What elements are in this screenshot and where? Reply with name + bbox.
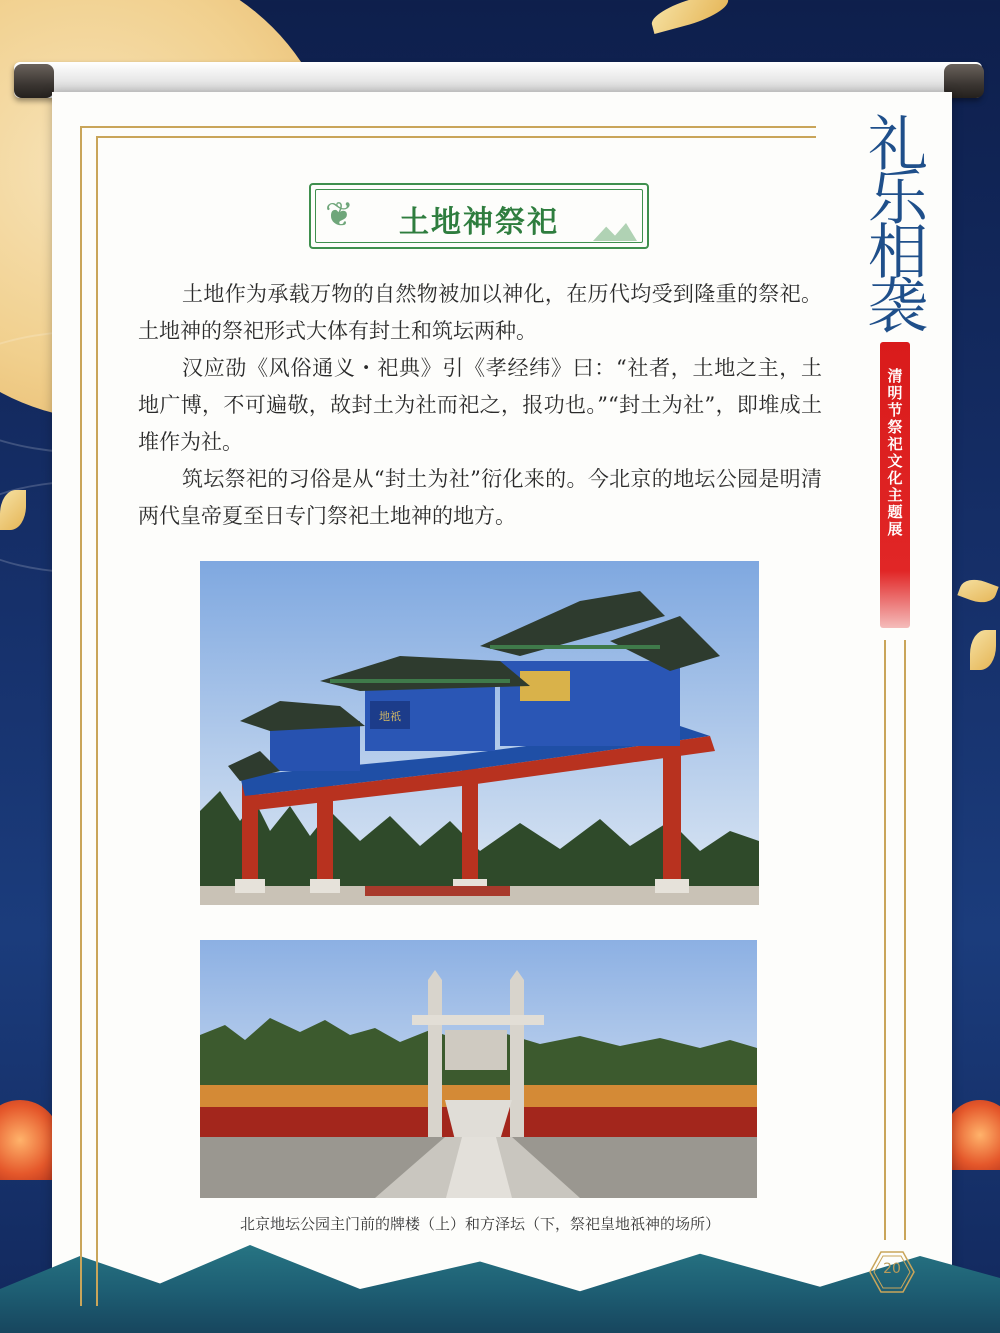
frame-line: [80, 126, 816, 128]
photo-fangze-altar: [200, 940, 757, 1198]
page-number: 20: [883, 1261, 901, 1277]
paragraph-3: 筑坛祭祀的习俗是从“封土为社”衍化来的。今北京的地坛公园是明清两代皇帝夏至日专门祭祀土地神的地方。: [138, 467, 822, 528]
ribbon-char: 文: [887, 452, 903, 470]
side-title-char: 袭: [868, 272, 928, 342]
frame-line: [96, 136, 98, 1306]
frame-line: [884, 640, 886, 1240]
ribbon-char: 清: [887, 367, 903, 385]
ribbon-char: 祭: [887, 418, 903, 436]
petal-decoration: [970, 630, 996, 670]
ribbon-char: 主: [887, 486, 903, 504]
ribbon-char: 明: [887, 384, 903, 402]
ribbon-char: 祀: [887, 435, 903, 453]
section-title: 土地神祭祀: [399, 205, 559, 240]
paragraph-1: 土地作为承载万物的自然物被加以神化，在历代均受到隆重的祭祀。土地神的祭祀形式大体有封土和筑坛两种。: [138, 282, 822, 343]
side-title-char: 乐: [868, 164, 928, 234]
page-number-badge: [869, 1249, 915, 1295]
hills-icon: [593, 223, 637, 241]
frame-line: [904, 640, 906, 1240]
paifang-plaque-text: 地祇: [379, 710, 401, 723]
petal-decoration: [648, 0, 731, 34]
section-title-box: [309, 183, 649, 249]
side-title-char: 礼: [868, 110, 928, 180]
photo-paifang: [200, 561, 759, 905]
bamboo-icon: ❦: [325, 195, 354, 235]
side-title-char: 相: [868, 218, 928, 288]
frame-line: [80, 126, 82, 1306]
photo-caption: 北京地坛公园主门前的牌楼（上）和方泽坛（下，祭祀皇地祇神的场所）: [239, 1215, 720, 1233]
ribbon-char: 节: [887, 401, 903, 419]
side-title: [856, 110, 940, 342]
paragraph-2: 汉应劭《风俗通义・祀典》引《孝经纬》曰：“社者，土地之主，土地广博，不可遍敬，故封土为社而祀之，报功也。”“封土为社”，即堆成土堆作为社。: [138, 356, 822, 454]
lotus-decoration: [945, 1100, 1000, 1170]
petal-decoration: [957, 575, 998, 608]
ribbon-char: 化: [887, 469, 903, 487]
ribbon-char: 展: [887, 520, 903, 538]
paifang-illustration: [200, 561, 759, 905]
ribbon-text: [880, 368, 910, 538]
lotus-decoration: [0, 1100, 60, 1180]
scroll-rod-cap: [14, 64, 54, 98]
frame-line: [96, 136, 816, 138]
ribbon-char: 题: [887, 503, 903, 521]
altar-illustration: [200, 940, 757, 1198]
exhibition-ribbon: [880, 342, 910, 628]
